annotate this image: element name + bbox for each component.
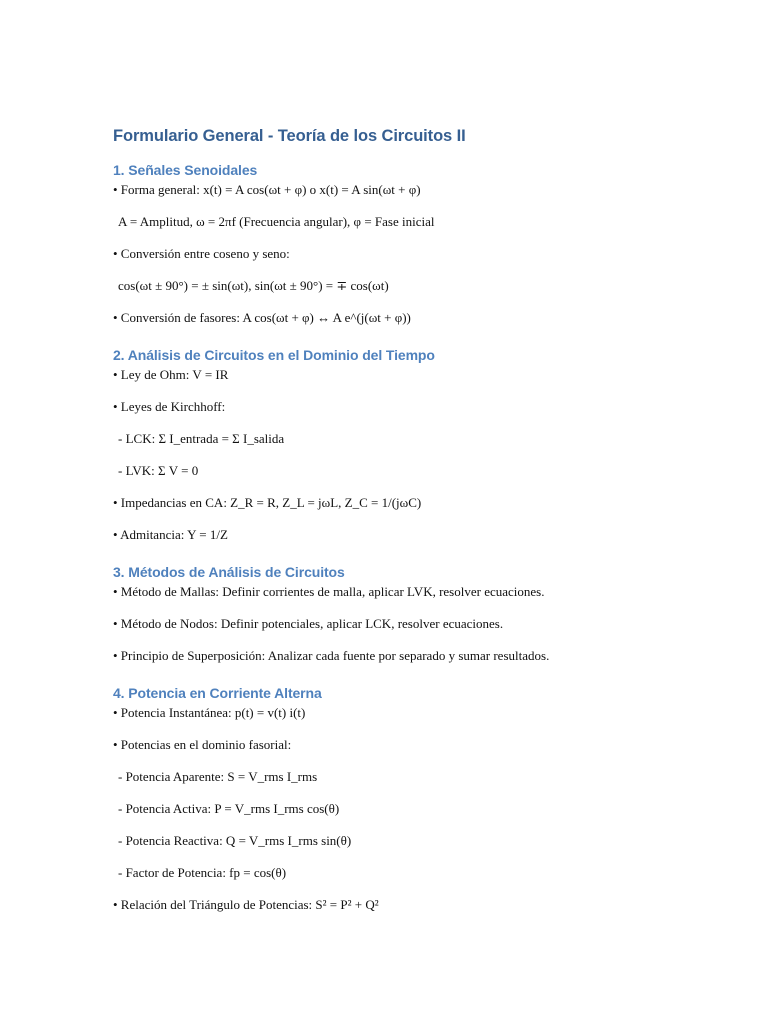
section-senales-senoidales <box>113 161 733 329</box>
formula-line: • Principio de Superposición: Analizar cada fuente por separado y sumar resultados. <box>113 648 550 663</box>
formula-line: • Conversión entre coseno y seno: <box>113 246 290 261</box>
section-heading: 1. Señales Senoidales <box>113 162 258 178</box>
formula-line: • Relación del Triángulo de Potencias: S² = P² + Q² <box>113 897 379 912</box>
section-potencia-en-ca <box>113 684 733 916</box>
formula-line: - Potencia Aparente: S = V_rms I_rms <box>118 769 318 784</box>
section-dominio-del-tiempo <box>113 346 733 546</box>
formula-line: • Potencias en el dominio fasorial: <box>113 737 292 752</box>
formula-line: cos(ωt ± 90°) = ± sin(ωt), sin(ωt ± 90°) = ∓ cos(ωt) <box>118 278 389 293</box>
document-body <box>113 126 733 933</box>
formula-line: • Ley de Ohm: V = IR <box>113 367 229 382</box>
section-heading: 2. Análisis de Circuitos en el Dominio del Tiempo <box>113 347 435 363</box>
formula-line: • Potencia Instantánea: p(t) = v(t) i(t) <box>113 705 306 720</box>
formula-line: • Conversión de fasores: A cos(ωt + φ) ↔ A e^(j(ωt + φ)) <box>113 310 411 325</box>
section-metodos-de-analisis <box>113 563 733 667</box>
formula-line: - Potencia Reactiva: Q = V_rms I_rms sin(θ) <box>118 833 352 848</box>
formula-line: - LCK: Σ I_entrada = Σ I_salida <box>118 431 285 446</box>
formula-line: A = Amplitud, ω = 2πf (Frecuencia angular), φ = Fase inicial <box>118 214 435 229</box>
formula-line: • Método de Nodos: Definir potenciales, aplicar LCK, resolver ecuaciones. <box>113 616 504 631</box>
formula-line: • Leyes de Kirchhoff: <box>113 399 226 414</box>
formula-line: • Admitancia: Y = 1/Z <box>113 527 228 542</box>
page-title: Formulario General - Teoría de los Circuitos II <box>113 127 466 145</box>
formula-line: - LVK: Σ V = 0 <box>118 463 199 478</box>
formula-line: - Potencia Activa: P = V_rms I_rms cos(θ) <box>118 801 340 816</box>
formula-line: • Método de Mallas: Definir corrientes de malla, aplicar LVK, resolver ecuaciones. <box>113 584 545 599</box>
formula-line: • Impedancias en CA: Z_R = R, Z_L = jωL, Z_C = 1/(jωC) <box>113 495 422 510</box>
section-heading: 3. Métodos de Análisis de Circuitos <box>113 564 345 580</box>
formula-line: - Factor de Potencia: fp = cos(θ) <box>118 865 287 880</box>
section-heading: 4. Potencia en Corriente Alterna <box>113 685 322 701</box>
formula-line: • Forma general: x(t) = A cos(ωt + φ) o x(t) = A sin(ωt + φ) <box>113 182 421 197</box>
